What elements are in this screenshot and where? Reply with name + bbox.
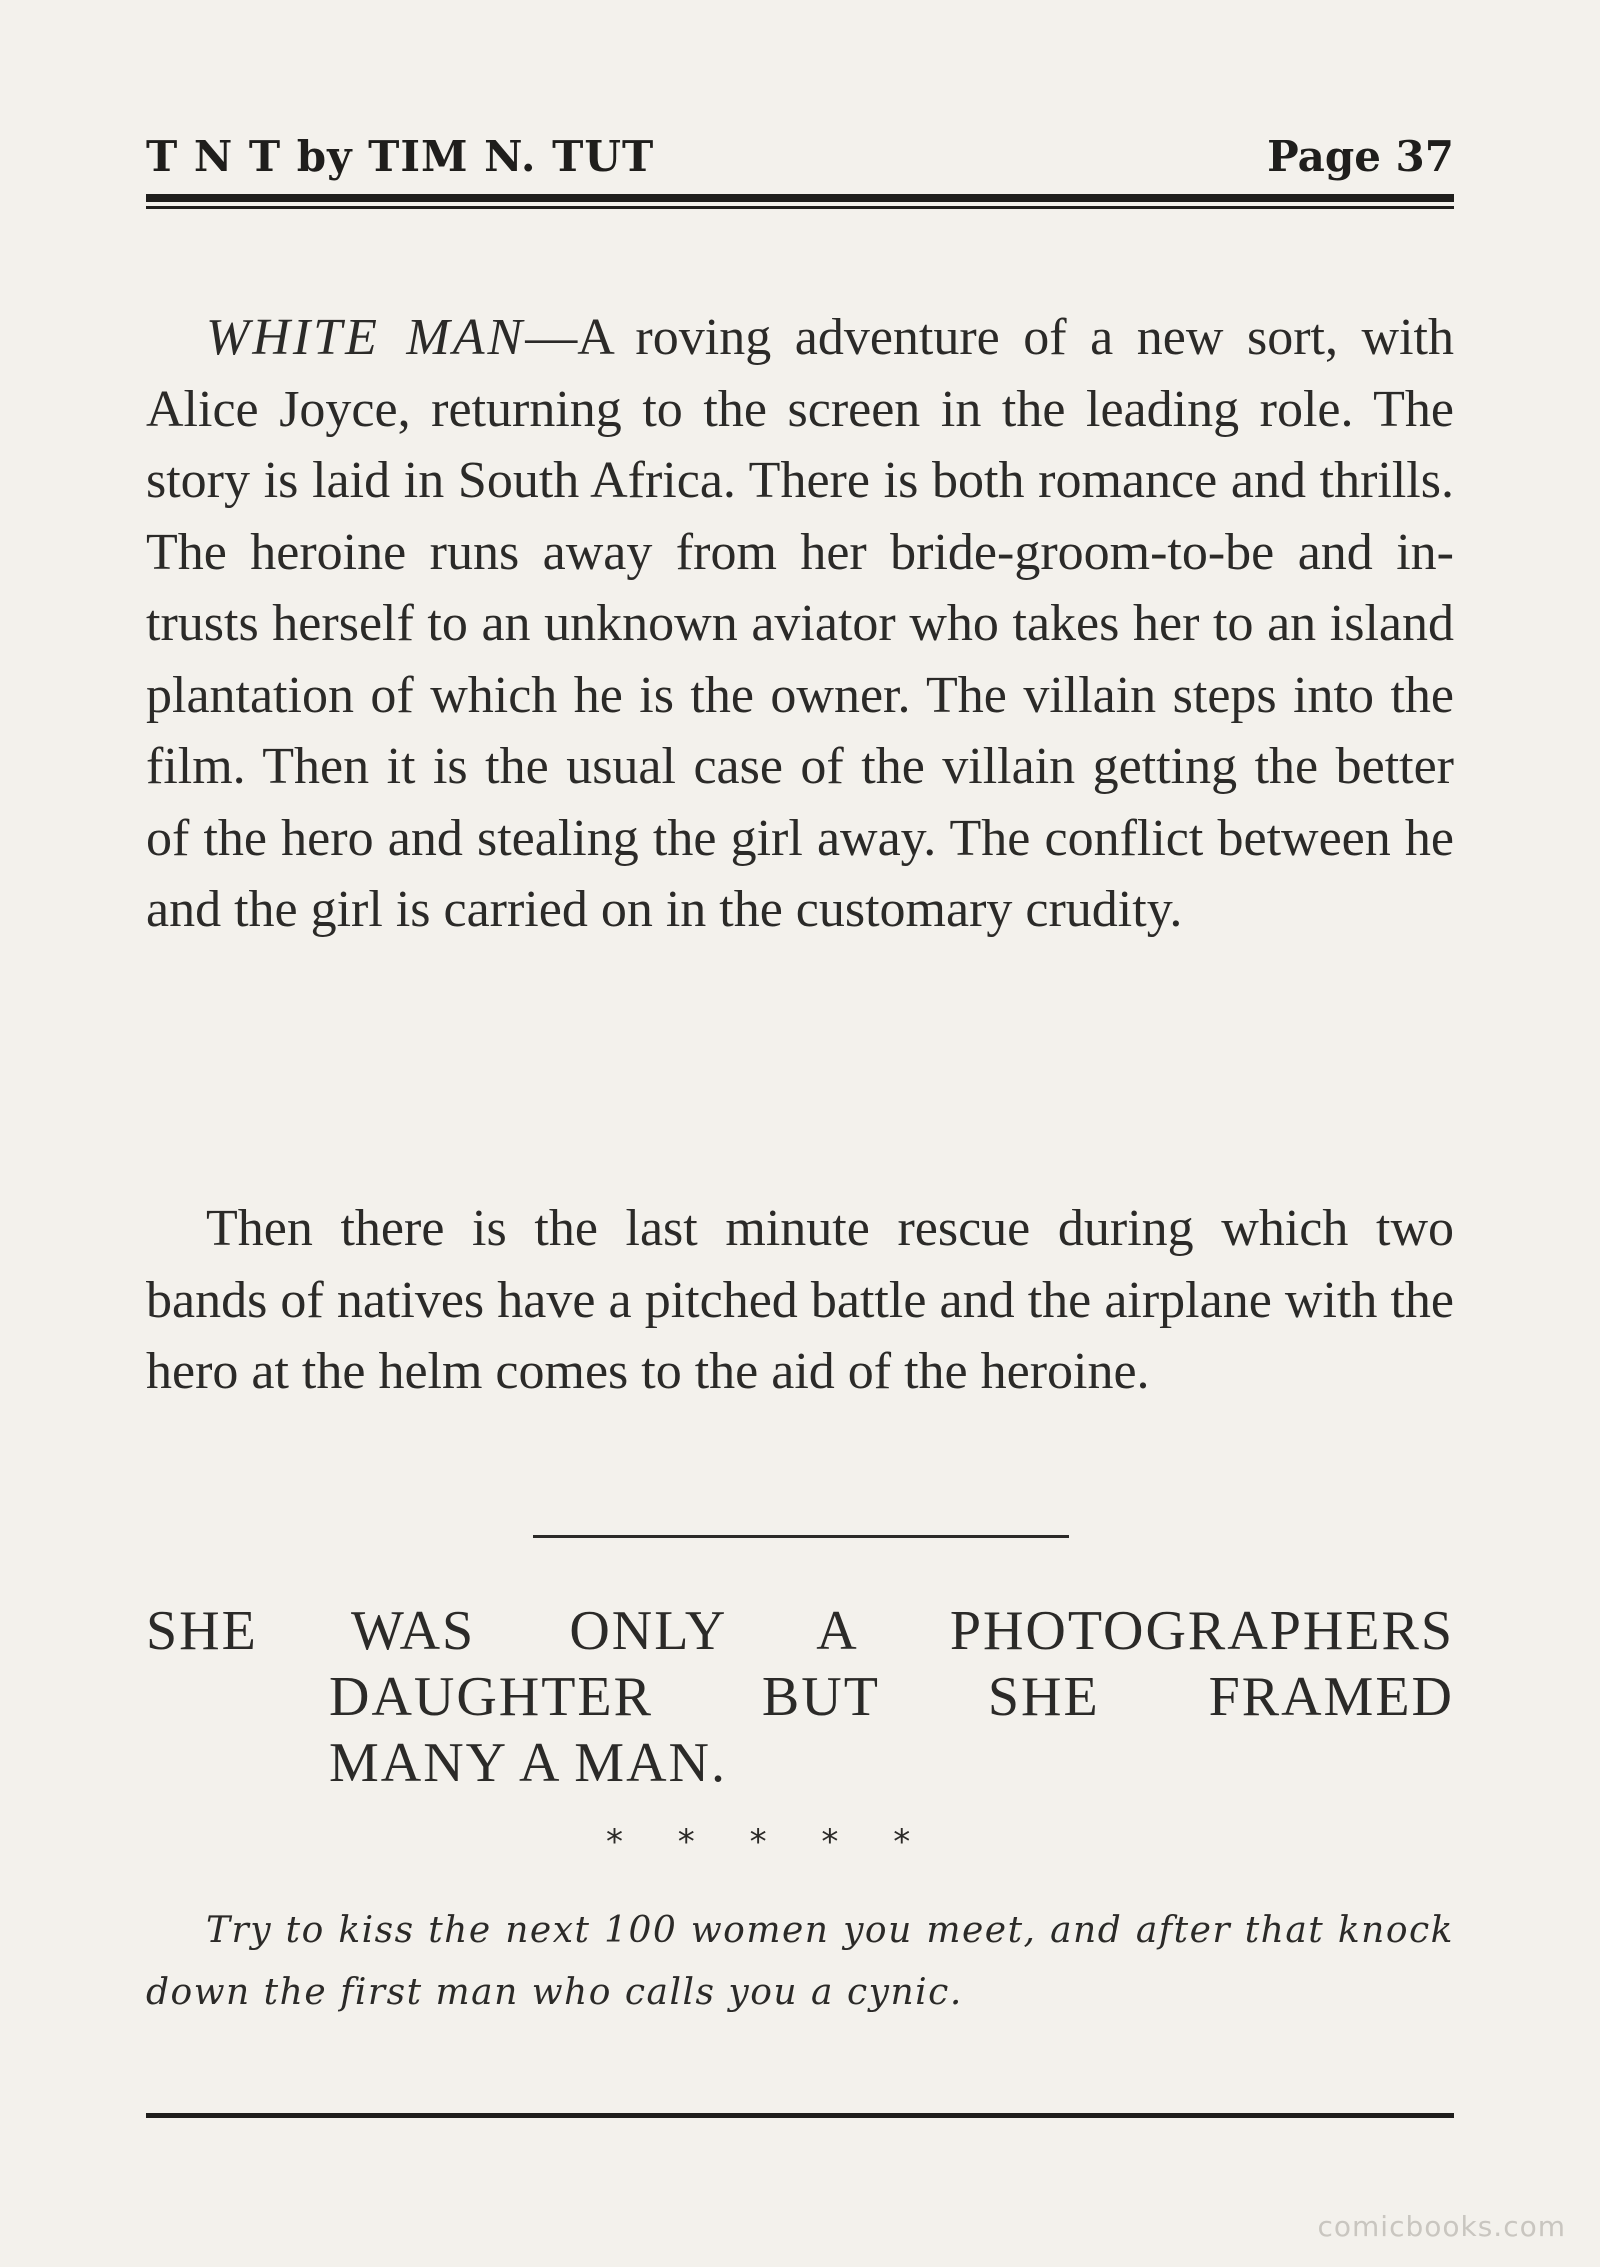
section-divider [533, 1535, 1069, 1538]
watermark: comicbooks.com [1317, 2210, 1566, 2243]
header-rule-thick [146, 194, 1454, 202]
joke-headline [146, 1598, 1454, 1796]
footer-rule [146, 2113, 1454, 2118]
italic-quote: Try to kiss the next 100 women you meet, and after that knock down the first man who calls you a cynic. [146, 1910, 1454, 2013]
headline-line-2: DAUGHTER BUT SHE FRAMED [329, 1666, 1454, 1728]
review-paragraph-2: Then there is the last minute rescue during which two bands of natives have a pitched battle and the airplane with the hero at the helm comes to the aid of the heroine. [146, 1200, 1454, 1400]
asterisk-separator: * * * * * [606, 1822, 911, 1862]
headline-line-3: MANY A MAN. [329, 1732, 727, 1794]
review-paragraph-1 [146, 302, 1454, 946]
magazine-page [146, 0, 1454, 2267]
page-number: Page 37 [1267, 132, 1454, 181]
review-text-1: A roving adventure of a new sort, with Alice Joyce, returning to the screen in the leading role. The story is laid in South Africa. There is both romance and thrills. The heroine runs away from her bride-groom-to-be and intrusts herself to an unknown aviator who takes her to an island plantation of which he is the owner. The villain steps into the film. Then it is the usual case of the villain getting the better of the hero and stealing the girl away. The conflict between he and the girl is carried on in the customary crudity. [146, 309, 1454, 938]
review-title: WHITE MAN [206, 309, 526, 366]
header-rule-thin [146, 206, 1454, 209]
headline-line-1: SHE WAS ONLY A PHOTOGRAPHERS [146, 1600, 1454, 1662]
header-title: T N T by TIM N. TUT [146, 132, 655, 181]
review-dash: — [525, 309, 578, 366]
running-header [146, 132, 1454, 181]
